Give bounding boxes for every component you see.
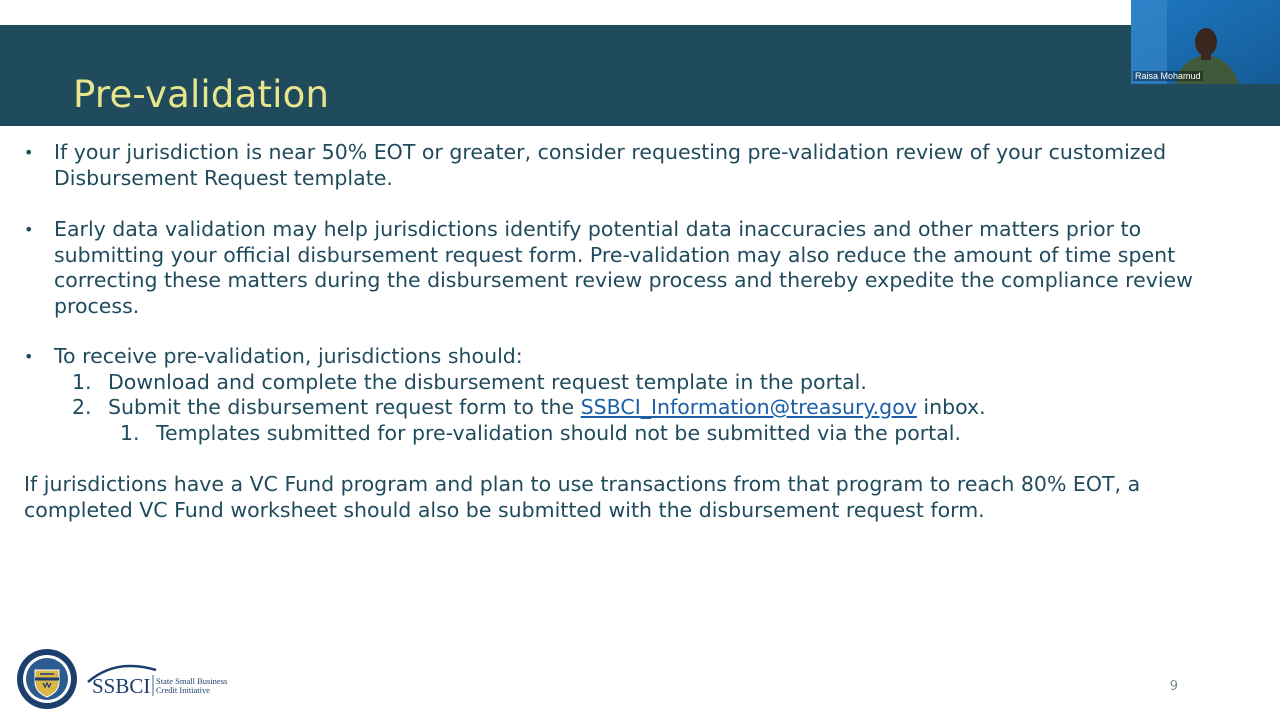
- page-number: 9: [1169, 679, 1178, 694]
- treasury-seal-icon: [16, 648, 246, 710]
- participant-video-tile[interactable]: [1131, 0, 1280, 84]
- closing-paragraph: [24, 472, 1244, 523]
- footer-logos: [16, 648, 246, 710]
- bullet-line: Early data validation may help jurisdictions identify potential data inaccuracies and other matters prior to: [54, 217, 1142, 241]
- bullet-dot-icon: •: [24, 220, 34, 239]
- step-text: inbox.: [916, 395, 986, 419]
- bullet-line: To receive pre-validation, jurisdictions should:: [54, 344, 523, 368]
- participant-name: Raisa Mohamud: [1135, 71, 1201, 81]
- bullet-line: submitting your official disbursement request form. Pre-validation may also reduce the amount of time spent: [54, 242, 1176, 267]
- step-number: 1.: [72, 370, 92, 394]
- svg-text:Credit Initiative: Credit Initiative: [156, 685, 211, 695]
- bullet-line: Disbursement Request template.: [54, 165, 393, 190]
- closing-line: If jurisdictions have a VC Fund program and plan to use transactions from that program to reach 80% EOT, a: [24, 472, 1141, 496]
- step-text: Download and complete the disbursement request template in the portal.: [108, 370, 867, 394]
- substep-number: 1.: [120, 421, 140, 445]
- bullet-dot-icon: •: [24, 347, 34, 366]
- closing-line: completed VC Fund worksheet should also be submitted with the disbursement request form.: [24, 497, 985, 522]
- svg-text:State Small Business: State Small Business: [156, 676, 228, 686]
- bullet-line: correcting these matters during the disbursement review process and thereby expedite the compliance review: [54, 268, 1193, 292]
- title-bar: [0, 25, 1280, 126]
- bullet-dot-icon: •: [24, 143, 34, 162]
- bullet-line: If your jurisdiction is near 50% EOT or greater, consider requesting pre-validation review of your customized: [54, 140, 1167, 164]
- bullet-line: process.: [54, 293, 140, 318]
- email-link[interactable]: SSBCI_Information@treasury.gov: [580, 395, 917, 419]
- svg-text:SSBCI: SSBCI: [92, 674, 151, 698]
- step-number: 2.: [72, 395, 92, 419]
- top-strip: [0, 0, 1280, 25]
- slide-title: Pre-validation: [73, 73, 330, 116]
- substep-text: Templates submitted for pre-validation should not be submitted via the portal.: [156, 421, 961, 445]
- step-text: Submit the disbursement request form to the: [108, 395, 581, 419]
